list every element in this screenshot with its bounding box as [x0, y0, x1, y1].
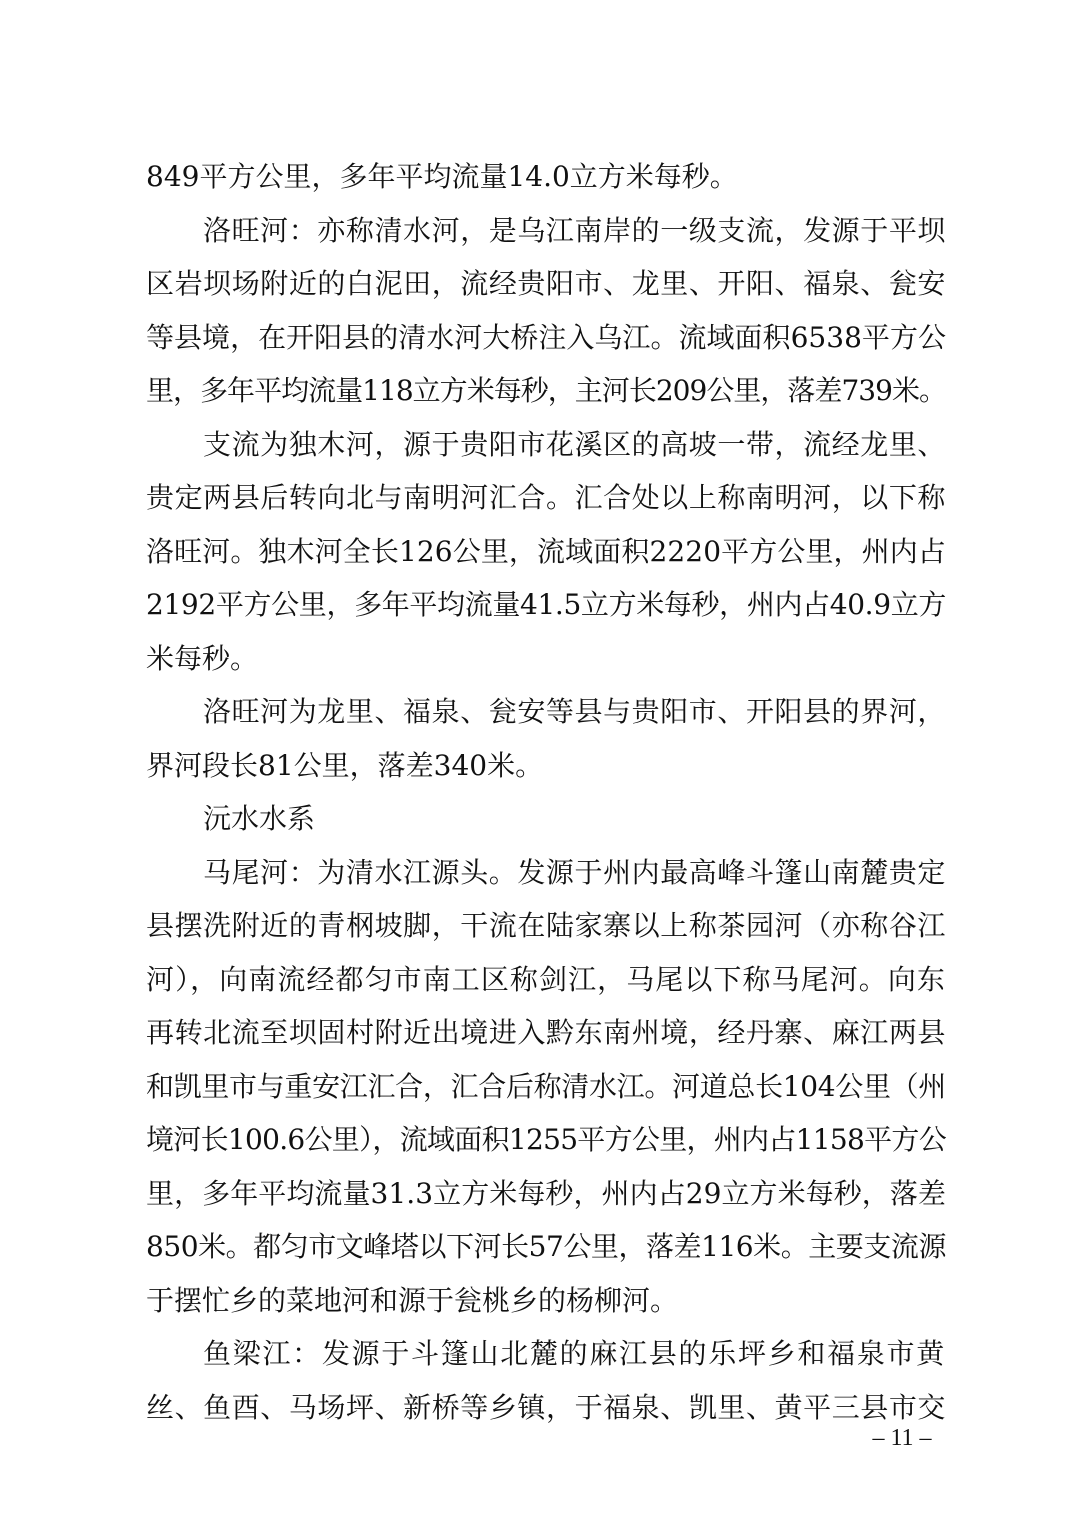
text-line: 河），向南流经都匀市南工区称剑江，马尾以下称马尾河。向东 — [146, 962, 946, 996]
text-line: 洛旺河为龙里、福泉、瓮安等县与贵阳市、开阳县的界河， — [203, 695, 946, 728]
text-line: 支流为独木河，源于贵阳市花溪区的高坡一带，流经龙里、 — [203, 427, 946, 461]
text-line: 洛旺河：亦称清水河，是乌江南岸的一级支流，发源于平坝 — [203, 213, 946, 247]
text-line: 849平方公里，多年平均流量14.0立方米每秒。 — [146, 160, 738, 193]
page-number: – 11 – — [872, 1425, 932, 1451]
text-line: 贵定两县后转向北与南明河汇合。汇合处以上称南明河，以下称 — [146, 481, 946, 514]
text-line: 和凯里市与重安江汇合，汇合后称清水江。河道总长104公里（州 — [146, 1069, 946, 1103]
text-line: 鱼梁江：发源于斗篷山北麓的麻江县的乐坪乡和福泉市黄 — [203, 1337, 946, 1370]
text-line: 850米。都匀市文峰塔以下河长57公里，落差116米。主要支流源 — [146, 1230, 946, 1263]
text-line: 里，多年平均流量118立方米每秒，主河长209公里，落差739米。 — [146, 374, 946, 407]
text-line: 里，多年平均流量31.3立方米每秒，州内占29立方米每秒，落差 — [146, 1176, 946, 1210]
text-line: 等县境，在开阳县的清水河大桥注入乌江。流域面积6538平方公 — [146, 320, 946, 354]
text-line: 再转北流至坝固村附近出境进入黔东南州境，经丹寨、麻江两县 — [146, 1016, 946, 1049]
text-line: 马尾河：为清水江源头。发源于州内最高峰斗篷山南麓贵定 — [203, 855, 946, 889]
text-line: 丝、鱼酉、马场坪、新桥等乡镇，于福泉、凯里、黄平三县市交 — [146, 1390, 946, 1424]
text-line: 界河段长81公里，落差340米。 — [146, 748, 544, 782]
text-line: 区岩坝场附近的白泥田，流经贵阳市、龙里、开阳、福泉、瓮安 — [146, 267, 946, 300]
text-line: 境河长100.6公里），流域面积1255平方公里，州内占1158平方公 — [146, 1123, 946, 1156]
text-line: 2192平方公里，多年平均流量41.5立方米每秒，州内占40.9立方 — [146, 588, 946, 621]
text-line: 于摆忙乡的菜地河和源于瓮桃乡的杨柳河。 — [146, 1283, 679, 1317]
text-line: 洛旺河。独木河全长126公里，流域面积2220平方公里，州内占 — [146, 534, 946, 568]
text-line: 县摆洗附近的青㭎坡脚，干流在陆家寨以上称茶园河（亦称谷江 — [146, 909, 946, 942]
body-text — [146, 150, 946, 1434]
text-line: 沅水水系 — [203, 802, 316, 835]
text-line: 米每秒。 — [146, 641, 259, 675]
